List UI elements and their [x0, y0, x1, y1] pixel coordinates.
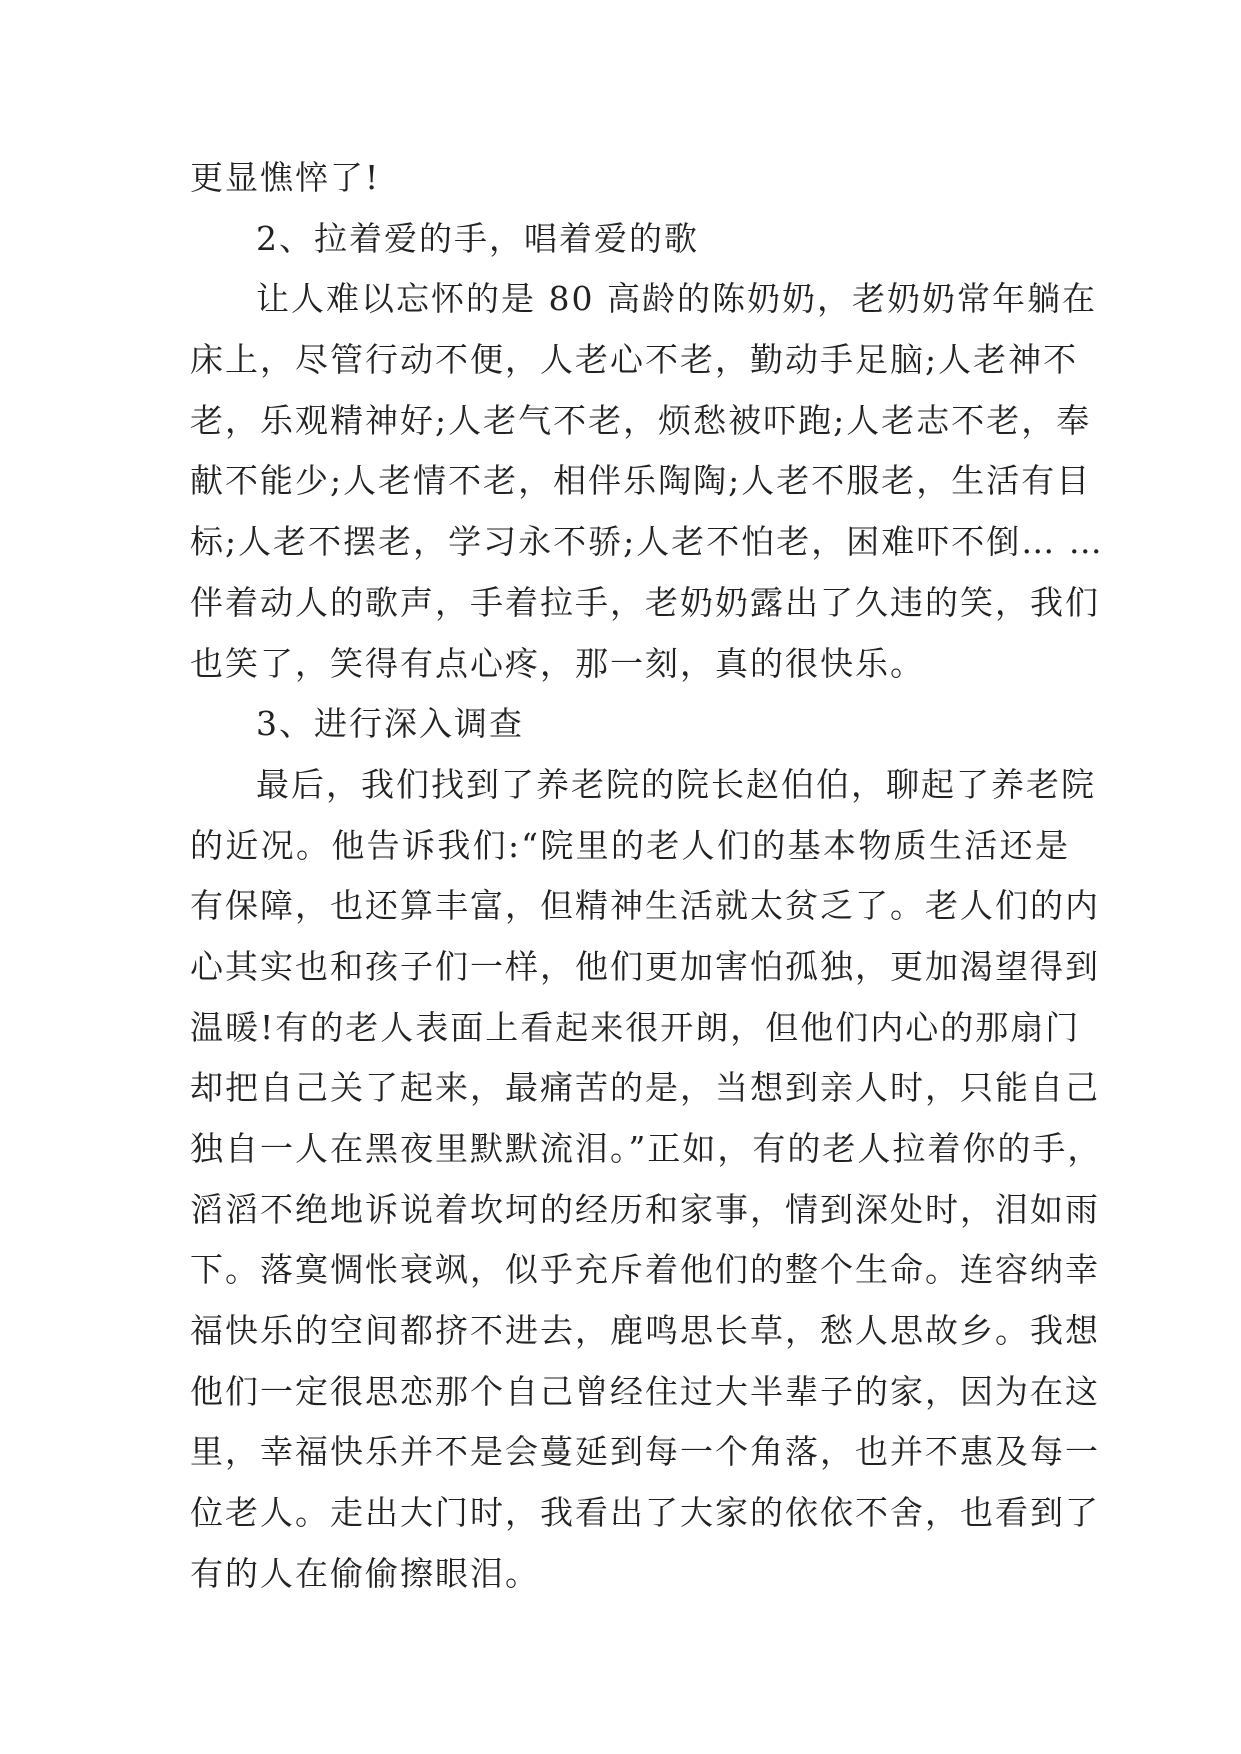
text-line: 让人难以忘怀的是 80 高龄的陈奶奶，老奶奶常年躺在 [256, 279, 1097, 319]
text-line: 献不能少;人老情不老，相伴乐陶陶;人老不服老，生活有目 [190, 461, 1092, 501]
text-line: 滔滔不绝地诉说着坎坷的经历和家事，情到深处时，泪如雨 [190, 1189, 1100, 1229]
text-line: 有的人在偷偷擦眼泪。 [190, 1553, 540, 1593]
text-line: 他们一定很思恋那个自己曾经住过大半辈子的家，因为在这 [190, 1371, 1100, 1411]
text-line: 伴着动人的歌声，手着拉手，老奶奶露出了久违的笑，我们 [190, 582, 1100, 622]
text-line: 里，幸福快乐并不是会蔓延到每一个角落，也并不惠及每一 [190, 1432, 1100, 1472]
text-line: 下。落寞惆怅衰飒，似乎充斥着他们的整个生命。连容纳幸 [190, 1250, 1100, 1290]
text-line: 有保障，也还算丰富，但精神生活就太贫乏了。老人们的内 [190, 886, 1100, 926]
text-line: 2、拉着爱的手，唱着爱的歌 [256, 218, 699, 258]
text-line: 独自一人在黑夜里默默流泪。”正如，有的老人拉着你的手， [190, 1129, 1103, 1168]
text-line: 最后，我们找到了养老院的院长赵伯伯，聊起了养老院 [256, 764, 1096, 804]
text-line: 却把自己关了起来，最痛苦的是，当想到亲人时，只能自己 [190, 1068, 1100, 1108]
text-line: 3、进行深入调查 [256, 704, 524, 744]
text-line: 心其实也和孩子们一样，他们更加害怕孤独，更加渴望得到 [190, 946, 1100, 986]
text-line: 更显憔悴了! [190, 158, 381, 197]
text-line: 的近况。他告诉我们:“院里的老人们的基本物质生活还是 [190, 825, 1070, 865]
text-line: 温暖!有的老人表面上看起来很开朗，但他们内心的那扇门 [190, 1007, 1081, 1047]
text-line: 也笑了，笑得有点心疼，那一刻，真的很快乐。 [190, 643, 925, 683]
text-line: 床上，尽管行动不便，人老心不老，勤动手足脑;人老神不 [190, 340, 1079, 380]
document-body [190, 156, 1104, 1613]
text-line: 老，乐观精神好;人老气不老，烦愁被吓跑;人老志不老，奉 [190, 400, 1092, 440]
text-line: 位老人。走出大门时，我看出了大家的依依不舍，也看到了 [190, 1493, 1100, 1533]
text-line: 福快乐的空间都挤不进去，鹿鸣思长草，愁人思故乡。我想 [190, 1311, 1100, 1351]
text-line: 标;人老不摆老，学习永不骄;人老不怕老，困难吓不倒… … [190, 522, 1104, 562]
